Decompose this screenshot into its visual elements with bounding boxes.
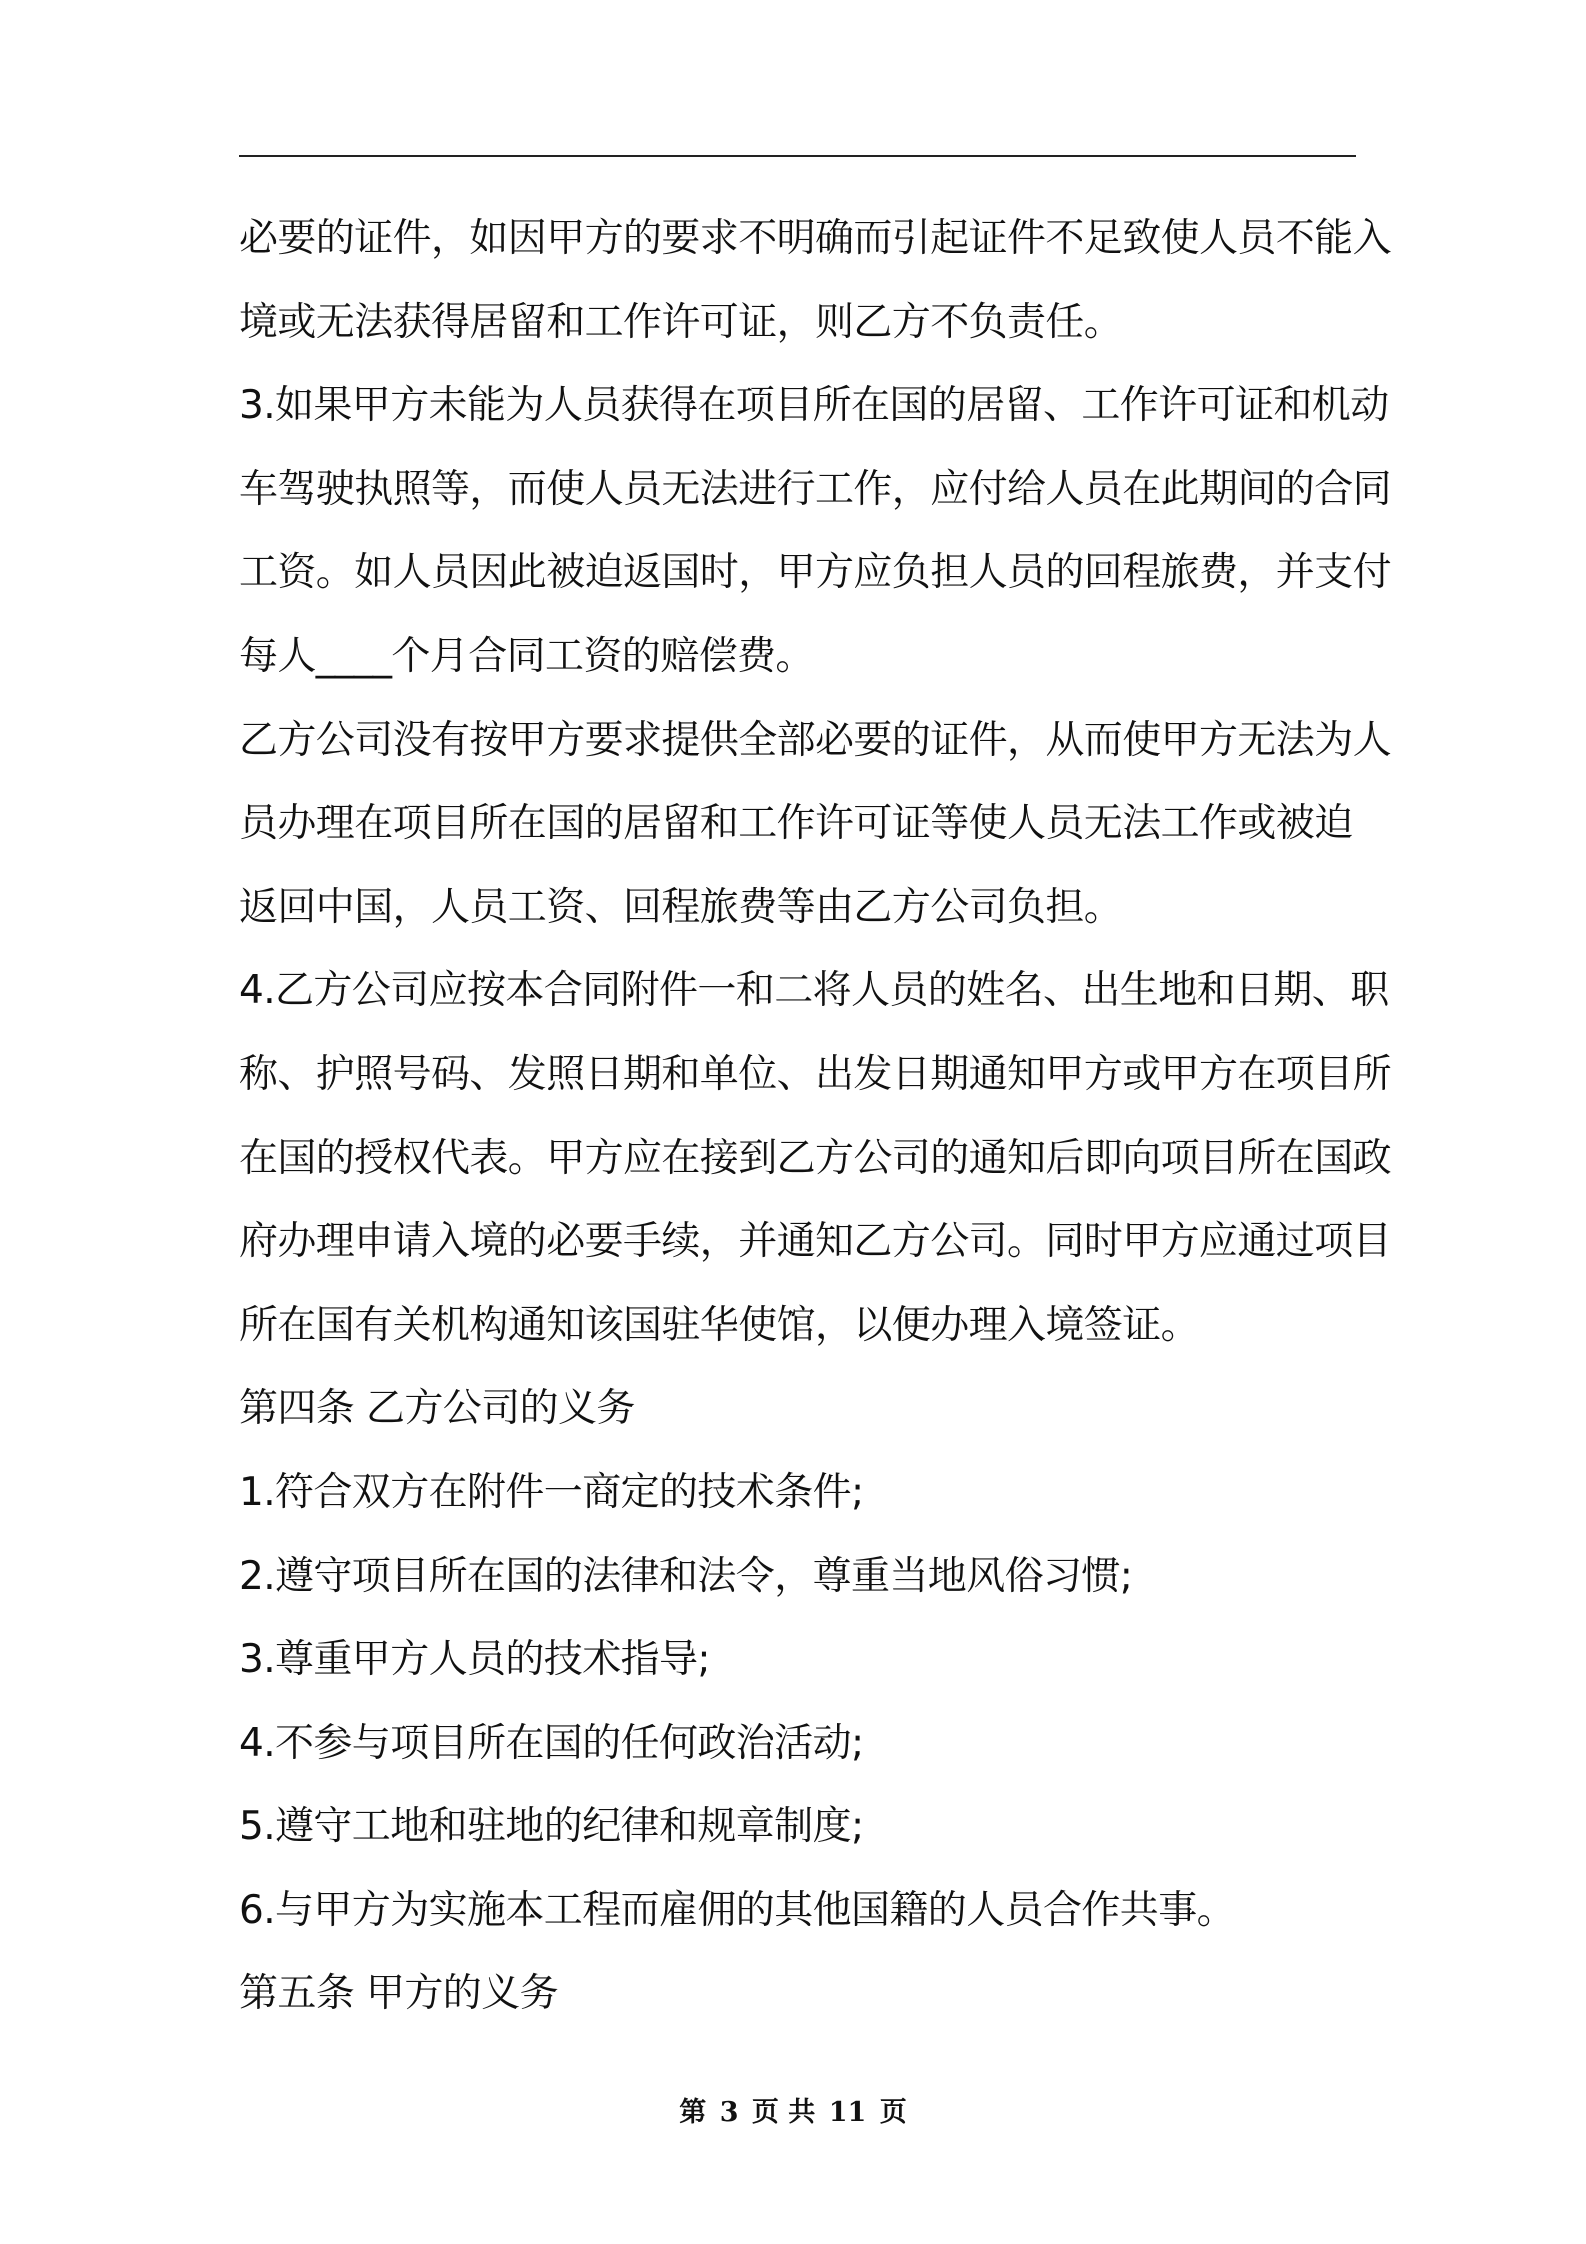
body-line: 5.遵守工地和驻地的纪律和规章制度; [239,1804,864,1850]
footer-middle: 页 共 [751,2097,816,2128]
body-line: 1.符合双方在附件一商定的技术条件; [239,1469,864,1515]
section-heading: 第五条 甲方的义务 [239,1971,558,2017]
body-line: 称、护照号码、发照日期和单位、出发日期通知甲方或甲方在项目所 [239,1051,1392,1097]
body-line: 乙方公司没有按甲方要求提供全部必要的证件，从而使甲方无法为人 [239,717,1392,763]
current-page-number: 3 [719,2097,739,2128]
page-footer [0,2090,1586,2129]
footer-suffix: 页 [879,2097,907,2128]
body-line: 工资。如人员因此被迫返国时，甲方应负担人员的回程旅费，并支付 [239,550,1392,596]
body-line: 2.遵守项目所在国的法律和法令，尊重当地风俗习惯; [239,1553,1133,1599]
header-rule [239,155,1356,157]
document-body [239,197,1392,2036]
footer-prefix: 第 [679,2097,707,2128]
body-line: 返回中国，人员工资、回程旅费等由乙方公司负担。 [239,884,1123,930]
body-line: 每人____个月合同工资的赔偿费。 [239,633,814,679]
body-line: 3.如果甲方未能为人员获得在项目所在国的居留、工作许可证和机动 [239,383,1389,429]
body-line: 4.乙方公司应按本合同附件一和二将人员的姓名、出生地和日期、职 [239,968,1389,1014]
body-line: 境或无法获得居留和工作许可证，则乙方不负责任。 [239,299,1123,345]
body-line: 所在国有关机构通知该国驻华使馆，以便办理入境签证。 [239,1302,1200,1348]
body-line: 4.不参与项目所在国的任何政治活动; [239,1720,864,1766]
body-line: 3.尊重甲方人员的技术指导; [239,1637,710,1683]
body-line: 在国的授权代表。甲方应在接到乙方公司的通知后即向项目所在国政 [239,1135,1392,1181]
body-line: 6.与甲方为实施本工程而雇佣的其他国籍的人员合作共事。 [239,1887,1236,1933]
body-line: 必要的证件，如因甲方的要求不明确而引起证件不足致使人员不能入 [239,216,1392,261]
body-line: 员办理在项目所在国的居留和工作许可证等使人员无法工作或被迫 [239,801,1353,847]
body-line: 车驾驶执照等，而使人员无法进行工作，应付给人员在此期间的合同 [239,466,1392,512]
body-line: 府办理申请入境的必要手续，并通知乙方公司。同时甲方应通过项目 [239,1219,1392,1265]
total-page-count: 11 [828,2097,867,2128]
section-heading: 第四条 乙方公司的义务 [239,1386,635,1432]
